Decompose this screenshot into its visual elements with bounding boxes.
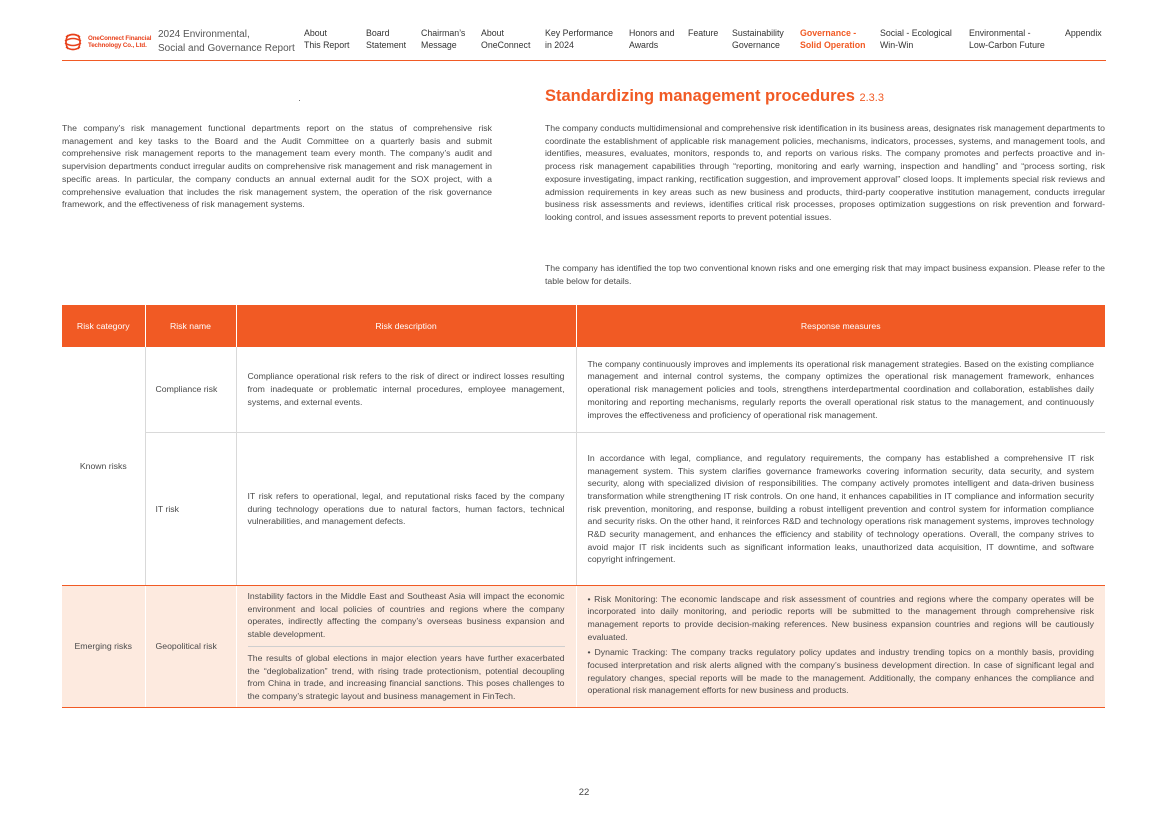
nav-sustainability-governance[interactable]: Sustainability Governance	[732, 28, 784, 50]
report-title: 2024 Environmental, Social and Governance Report	[158, 29, 295, 54]
nav-board-statement[interactable]: Board Statement	[366, 28, 407, 50]
logo-wordmark: OneConnect Financial Technology Co., Ltd.	[88, 35, 152, 49]
section-number: 2.3.3	[859, 92, 884, 104]
procedures-paragraph: The company conducts multidimensional and comprehensive risk identification in its business areas, designates risk management departments to coordinate the establishment of applicable risk management policies, mechanisms, indicators, processes, systems, and management tools, and identifies, measures, evaluates, monitors, responds to, and reports on various risks. The company promotes and perfects proactive and in-process risk management capabilities through “reporting, monitoring and early warning, inspection and handling” and “process sorting, risk exposure investigating, impact ranking, rectification suggestion, and improvement approval” closed loops. It implements special risk reviews and admission requirements in key areas such as new business and products, third-party cooperative institution management, conducts irregular business risk assessments and reviews, identifies critical risk processes, proposes optimization suggestions on risk prevention and forward-looking control, and issues assessment reports to prevent potential issues.	[545, 123, 1105, 222]
risk-reporting-paragraph: The company’s risk management functional departments report on the status of comprehensive risk management and key tasks to the Board and the Audit Committee on a quarterly basis and submit comprehensive risk management reports to the management team every month. The company’s audit and supervision departments conduct irregular audits on comprehensive risk management and risk management in specific areas. In particular, the company conducts an annual external audit for the SOX project, with a comprehensive evaluation that includes the risk management system, the operation of the risk governance framework, and the effectiveness of risk management systems.	[62, 123, 492, 210]
oneconnect-logo-icon	[62, 31, 84, 53]
geopolitical-risk-description	[236, 586, 576, 708]
nav-honors-awards[interactable]: Honors and Awards	[629, 28, 675, 50]
section-title-text: Standardizing management procedures	[545, 87, 855, 105]
nav-social-ecological[interactable]: Social - Ecological Win-Win	[880, 28, 952, 50]
header-risk-name: Risk name	[145, 305, 236, 347]
header-risk-description: Risk description	[236, 305, 576, 347]
decorative-dot	[299, 100, 300, 101]
nav-environmental[interactable]: Environmental - Low-Carbon Future	[969, 28, 1045, 50]
nav-feature[interactable]: Feature	[688, 28, 719, 38]
nav-key-performance[interactable]: Key Performance in 2024	[545, 28, 613, 50]
table-row-compliance	[62, 347, 1105, 433]
response-dynamic-tracking: • Dynamic Tracking: The company tracks regulatory policy updates and industry trending topics on a monthly basis, providing focused interpretation and risk alerts aligned with the company’s business development direction. In case of significant legal and regulatory changes, special reports will be made to the management. Additionally, the company enhances the compliance and operational risk management efforts for new business and products.	[587, 647, 1094, 696]
response-risk-monitoring: • Risk Monitoring: The economic landscape and risk assessment of countries and regions where the company operates will be incorporated into daily monitoring, and periodic reports will be submitted to the management through comprehensive risk management reports to provide decision-making references. New business expansion countries and regions will be cautiously evaluated.	[587, 593, 1094, 642]
header-response-measures: Response measures	[576, 305, 1105, 347]
section-title	[545, 87, 884, 106]
risk-table-header	[62, 305, 1105, 347]
it-risk-name: IT risk	[145, 433, 236, 586]
geopolitical-risk-name: Geopolitical risk	[145, 586, 236, 708]
compliance-risk-description: Compliance operational risk refers to the risk of direct or indirect losses resulting from inadequate or problematic internal procedures, employee management, systems, and external events.	[236, 347, 576, 433]
table-row-geopolitical	[62, 586, 1105, 708]
emerging-risks-category: Emerging risks	[62, 586, 145, 708]
it-risk-description: IT risk refers to operational, legal, and reputational risks faced by the company during technology operations due to natural factors, human factors, technical vulnerabilities, and management defects.	[236, 433, 576, 586]
risk-table	[62, 305, 1105, 708]
page-header	[62, 26, 1106, 61]
nav-chairmans-message[interactable]: Chairman’s Message	[421, 28, 466, 50]
known-risks-category: Known risks	[62, 347, 145, 586]
nav-governance-solid-operation[interactable]: Governance - Solid Operation	[800, 28, 866, 50]
geopolitical-description-elections: The results of global elections in major election years have further exacerbated the “deglobalization” trend, with rising trade protectionism, potential decoupling from China in trade, and increasing financial sanctions. This poses challenges to the company’s strategic layout and business management in FinTech.	[247, 652, 565, 701]
table-row-it	[62, 433, 1105, 586]
it-risk-response: In accordance with legal, compliance, and regulatory requirements, the company has established a comprehensive IT risk management system. This system clarifies governance frameworks covering information security, data security, and system security, along with specialized division of responsibilities. The company actively promotes intelligent and data-driven business transformation while strengthening IT risk controls. On one hand, it enhances capabilities in IT compliance and information security risk prevention, monitoring, and response, building a robust intelligent prevention and control system for information compliance and security risks. On the other hand, it reinforces R&D and technology operations risk management systems, improves technology R&D security management, and enhances the efficiency and stability of technology operations. Overall, the company strives to avoid major IT risk incidents such as significant information leaks, unauthorized data acquisition, IT downtime, and software copyright infringement.	[576, 433, 1105, 586]
company-logo[interactable]	[62, 31, 151, 53]
nav-about-oneconnect[interactable]: About OneConnect	[481, 28, 531, 50]
geopolitical-risk-response	[576, 586, 1105, 708]
nav-appendix[interactable]: Appendix	[1065, 28, 1102, 38]
header-risk-category: Risk category	[62, 305, 145, 347]
top-risks-paragraph: The company has identified the top two conventional known risks and one emerging risk that may impact business expansion. Please refer to the table below for details.	[545, 263, 1105, 286]
compliance-risk-name: Compliance risk	[145, 347, 236, 433]
geopolitical-description-regional: Instability factors in the Middle East and Southeast Asia will impact the economic environment and local policies of countries and regions where the company operates, indirectly affecting the company’s overseas business expansion and stable development.	[248, 586, 565, 647]
compliance-risk-response: The company continuously improves and implements its operational risk management strategies. Based on the existing compliance management and internal control systems, the company optimizes the operational risk management framework, enhances operational risk management policies and tools, strengthens interdepartmental coordination and collaboration, establishes daily monitoring and reporting mechanisms, regularly reports the overall operational risk status to the management, and continuously improves the effectiveness and proficiency of operational risk management.	[576, 347, 1105, 433]
nav-about-this-report[interactable]: About This Report	[304, 28, 350, 50]
page-number: 22	[578, 787, 590, 798]
